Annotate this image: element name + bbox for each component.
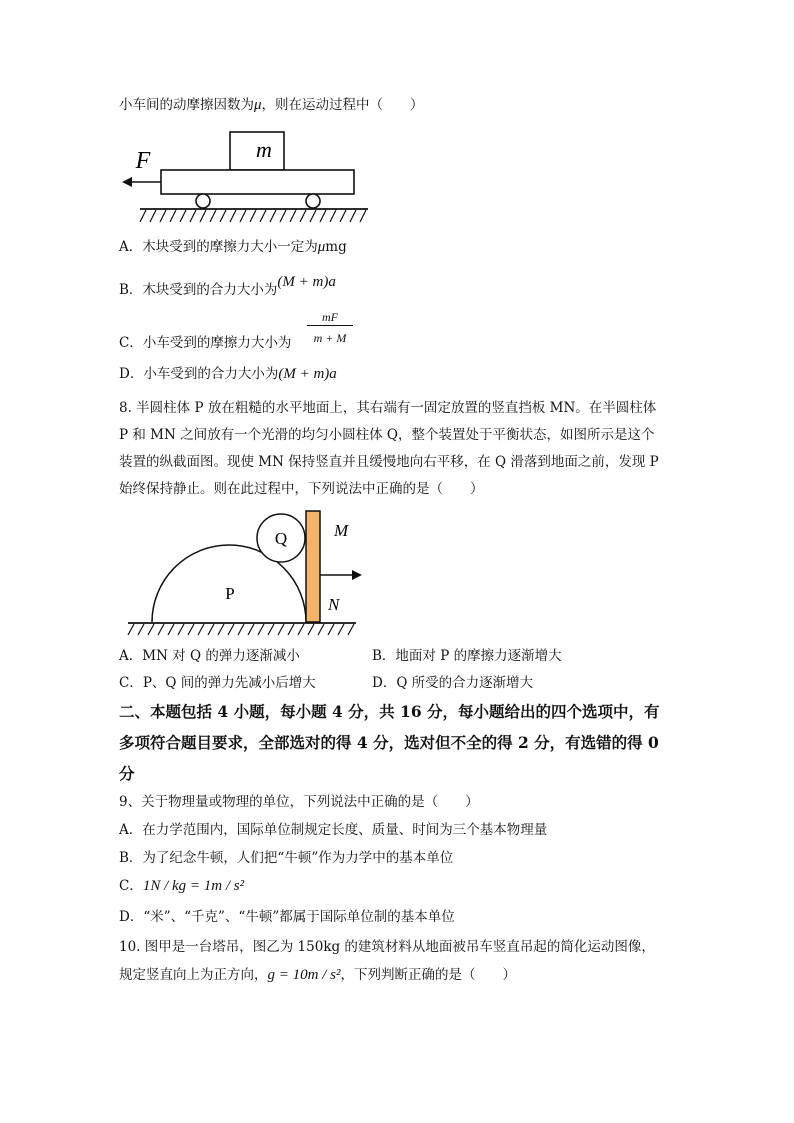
q9-stem: 9、关于物理量或物理的单位，下列说法中正确的是（ ） bbox=[119, 794, 479, 810]
q7-option-d-text: D．小车受到的合力大小为 bbox=[119, 366, 279, 382]
q9-option-c-expr: 1N / kg = 1m / s² bbox=[142, 878, 245, 894]
section-2-line-2: 多项符合题目要求，全部选对的得 4 分，选对但不全的得 2 分，有选错的得 0 bbox=[119, 733, 659, 752]
q7-option-a bbox=[119, 237, 347, 257]
q7-option-d bbox=[119, 364, 337, 384]
q8-line-1: 8. 半圆柱体 P 放在粗糙的水平地面上，其右端有一固定放置的竖直挡板 MN。在半圆柱体 bbox=[119, 400, 657, 416]
q9-option-b: B．为了纪念牛顿，人们把“牛顿”作为力学中的基本单位 bbox=[119, 850, 454, 866]
q7-option-c-text: C．小车受到的摩擦力大小为 bbox=[119, 335, 292, 351]
q7-option-a-pre: A．木块受到的摩擦力大小一定为 bbox=[119, 239, 318, 255]
q10-line-2-post: ，下列判断正确的是（ ） bbox=[340, 967, 516, 983]
wheel-left bbox=[196, 194, 210, 208]
q9-option-c bbox=[119, 876, 244, 896]
q8-option-d: D．Q 所受的合力逐渐增大 bbox=[372, 675, 534, 691]
q7-option-a-post: mg bbox=[325, 239, 347, 255]
q7-stem-post: ，则在运动过程中（ ） bbox=[261, 97, 424, 113]
q-label: Q bbox=[274, 529, 288, 548]
q10-line-2 bbox=[119, 965, 516, 985]
q7-option-b-expr: (M + m)a bbox=[277, 274, 336, 290]
q7-option-c-fraction bbox=[307, 309, 353, 346]
q9-option-a: A．在力学范围内，国际单位制规定长度、质量、时间为三个基本物理量 bbox=[119, 822, 548, 838]
ground-hatching bbox=[128, 624, 354, 635]
q10-g-expr: g = 10m / s² bbox=[267, 967, 341, 983]
section-2-line-1: 二、本题包括 4 小题，每小题 4 分，共 16 分，每小题给出的四个选项中，有 bbox=[119, 702, 660, 721]
q7-stem-pre: 小车间的动摩擦因数为 bbox=[119, 97, 254, 113]
q8-option-b: B．地面对 P 的摩擦力逐渐增大 bbox=[372, 648, 562, 664]
force-label: F bbox=[135, 148, 151, 174]
q9-option-c-label: C． bbox=[119, 878, 143, 894]
q7-stem-tail bbox=[119, 95, 424, 115]
move-arrow-head bbox=[352, 570, 362, 580]
q8-line-3: 装置的纵截面图。现使 MN 保持竖直并且缓慢地向右平移，在 Q 滑落到地面之前，发现 P bbox=[119, 454, 659, 470]
q10-line-1: 10. 图甲是一台塔吊，图乙为 150kg 的建筑材料从地面被吊车竖直吊起的简化运动图像， bbox=[119, 939, 655, 955]
wheel-right bbox=[306, 194, 320, 208]
q7-option-a-mu: μ bbox=[317, 239, 326, 255]
q8-cylinder-diagram bbox=[122, 505, 366, 637]
p-label: P bbox=[225, 584, 235, 603]
q7-option-c-numerator: mF bbox=[307, 309, 353, 326]
section-2-line-3: 分 bbox=[119, 764, 135, 783]
q8-option-c: C．P、Q 间的弹力先减小后增大 bbox=[119, 675, 316, 691]
q7-option-c-denominator: m + M bbox=[313, 331, 347, 345]
force-arrow-head bbox=[122, 177, 132, 187]
q8-option-a: A．MN 对 Q 的弹力逐渐减小 bbox=[119, 648, 300, 664]
m-label: M bbox=[334, 521, 349, 540]
ground-hatching bbox=[140, 210, 366, 222]
q7-option-b bbox=[119, 274, 336, 300]
q8-line-2: P 和 MN 之间放有一个光滑的均匀小圆柱体 Q，整个装置处于平衡状态，如图所示是这个 bbox=[119, 427, 655, 443]
q8-line-4: 始终保持静止。则在此过程中，下列说法中正确的是（ ） bbox=[119, 481, 484, 497]
q7-option-b-text: B．木块受到的合力大小为 bbox=[119, 282, 278, 298]
q7-mu-symbol: μ bbox=[254, 97, 262, 113]
q10-line-2-pre: 规定竖直向上为正方向， bbox=[119, 967, 268, 983]
block-m-label: m bbox=[256, 137, 272, 162]
q7-option-d-expr: (M + m)a bbox=[278, 366, 337, 382]
q9-option-d: D．“米”、“千克”、“牛顿”都属于国际单位制的基本单位 bbox=[119, 909, 455, 925]
q7-cart-diagram bbox=[118, 126, 370, 226]
board-mn bbox=[306, 511, 320, 622]
n-label: N bbox=[328, 595, 340, 614]
q7-option-c bbox=[119, 333, 291, 353]
cart-body bbox=[161, 170, 354, 194]
